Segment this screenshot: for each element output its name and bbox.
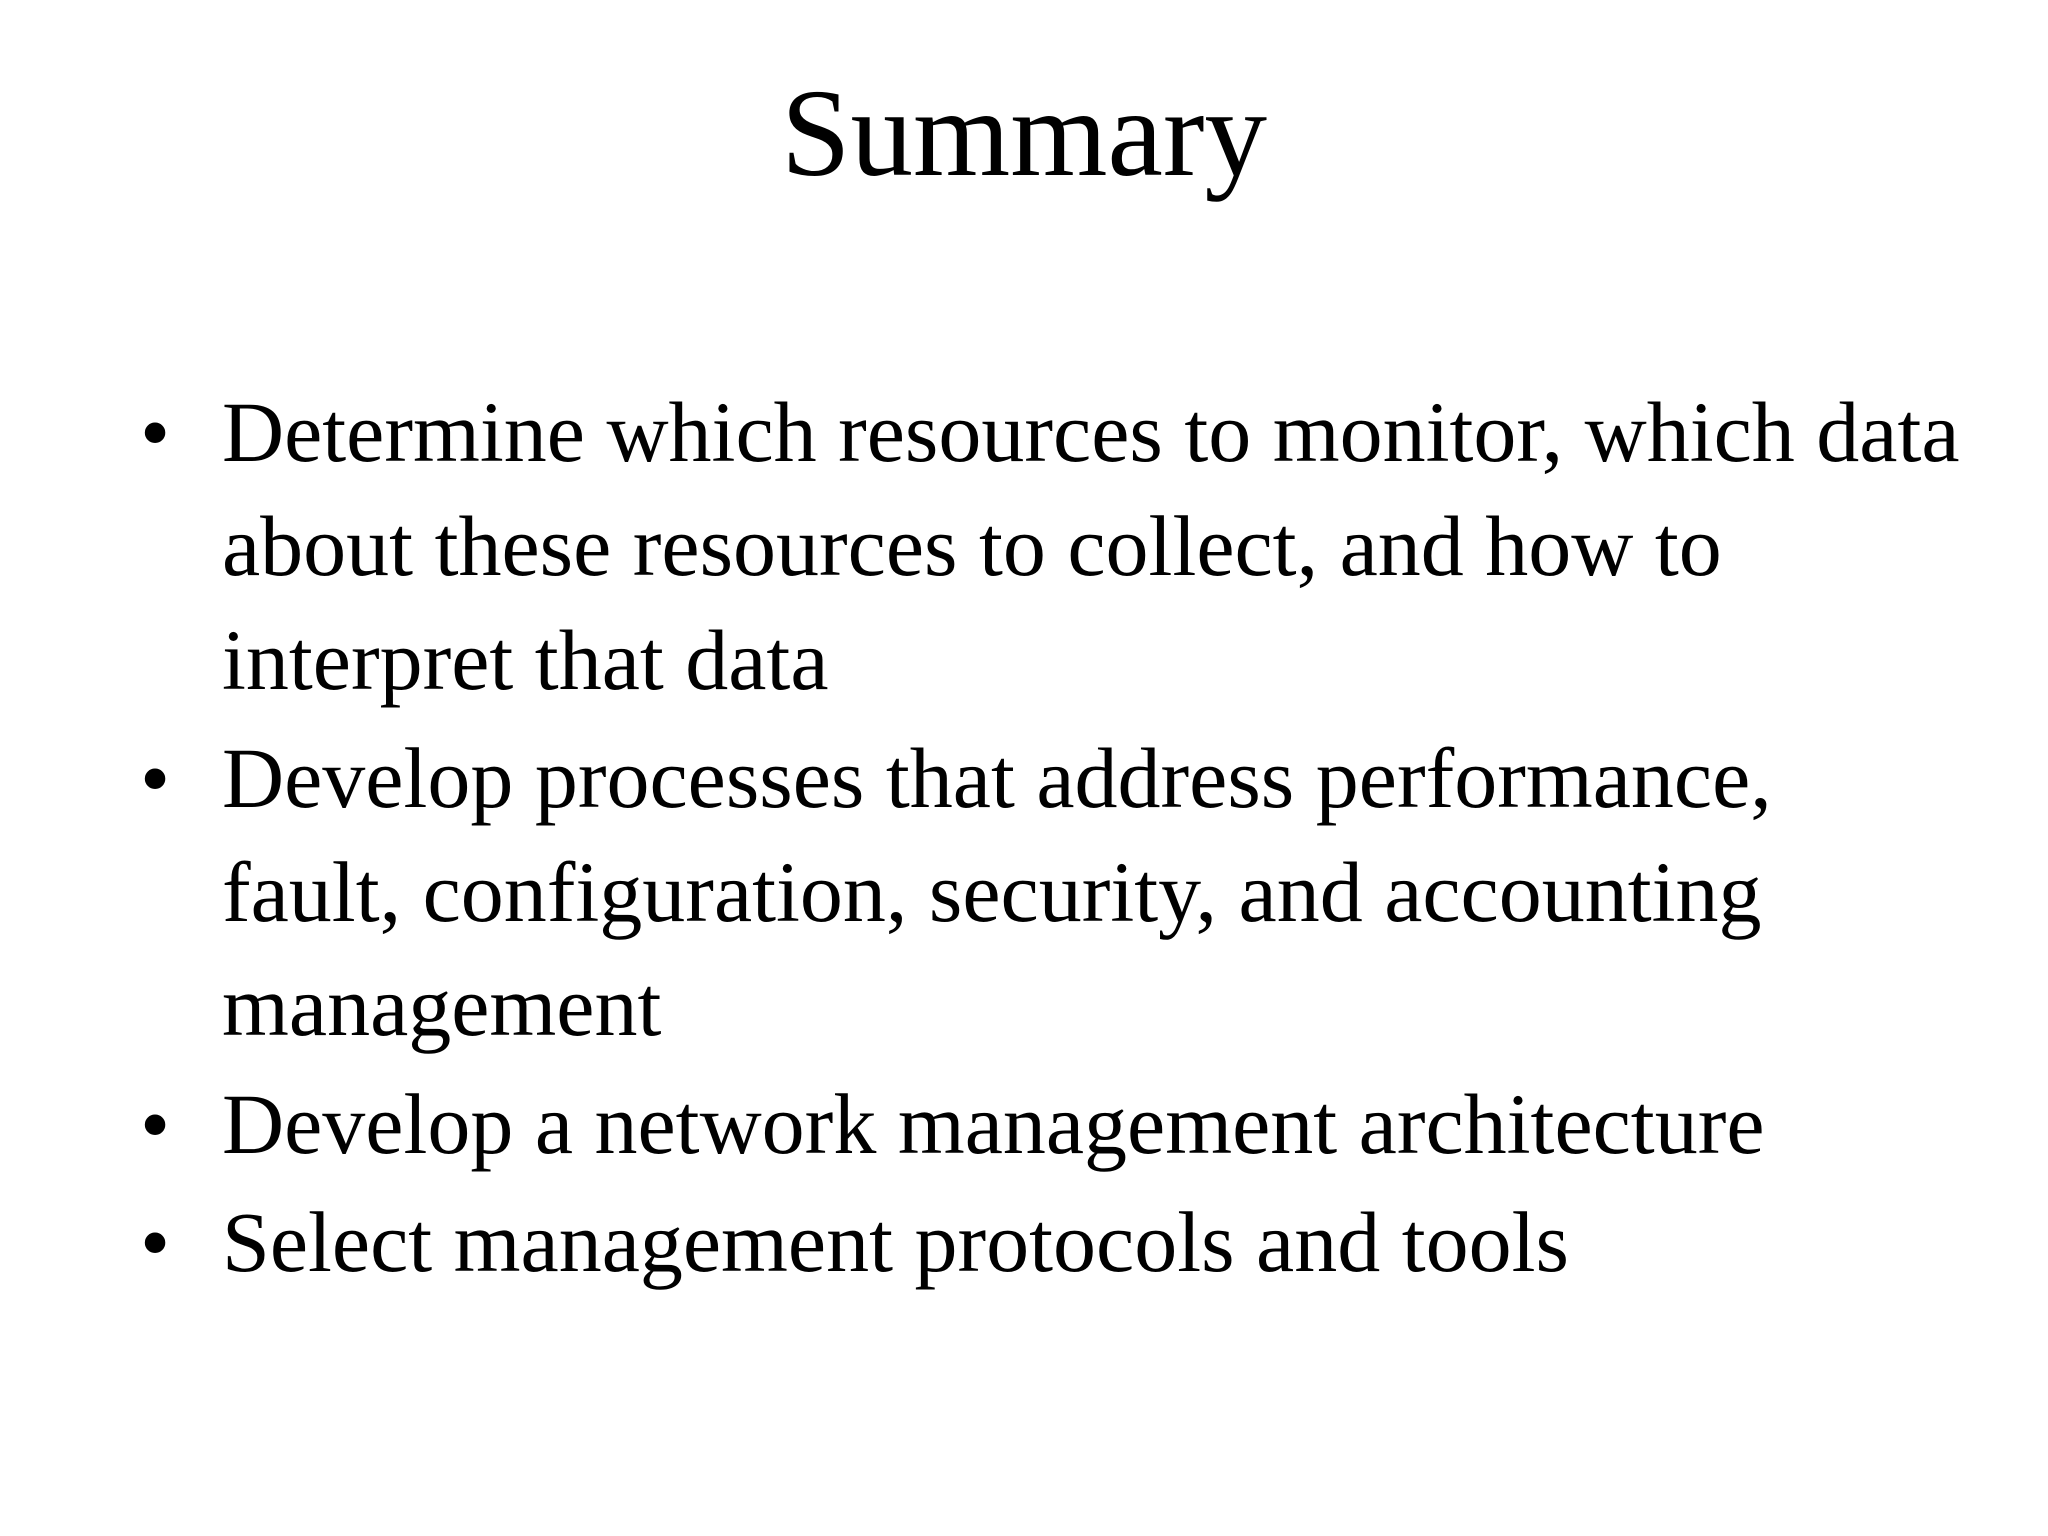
bullet-text: Develop a network management architecture	[222, 1076, 1765, 1172]
bullet-item	[140, 721, 1960, 1063]
bullet-text: Develop processes that address performance, fault, configuration, security, and accounting management	[222, 730, 1772, 1054]
slide-title: Summary	[780, 65, 1268, 203]
bullet-text: Select management protocols and tools	[222, 1194, 1569, 1290]
bullet-item	[140, 375, 1960, 717]
bullet-item	[140, 1067, 1960, 1181]
bullet-icon: •	[140, 730, 171, 826]
bullet-icon: •	[140, 384, 171, 480]
bullet-icon: •	[140, 1076, 171, 1172]
bullet-item	[140, 1185, 1960, 1299]
bullet-list	[140, 375, 1960, 1303]
bullet-icon: •	[140, 1194, 171, 1290]
bullet-text: Determine which resources to monitor, which data about these resources to collect, and how to interpret that data	[222, 384, 1960, 708]
